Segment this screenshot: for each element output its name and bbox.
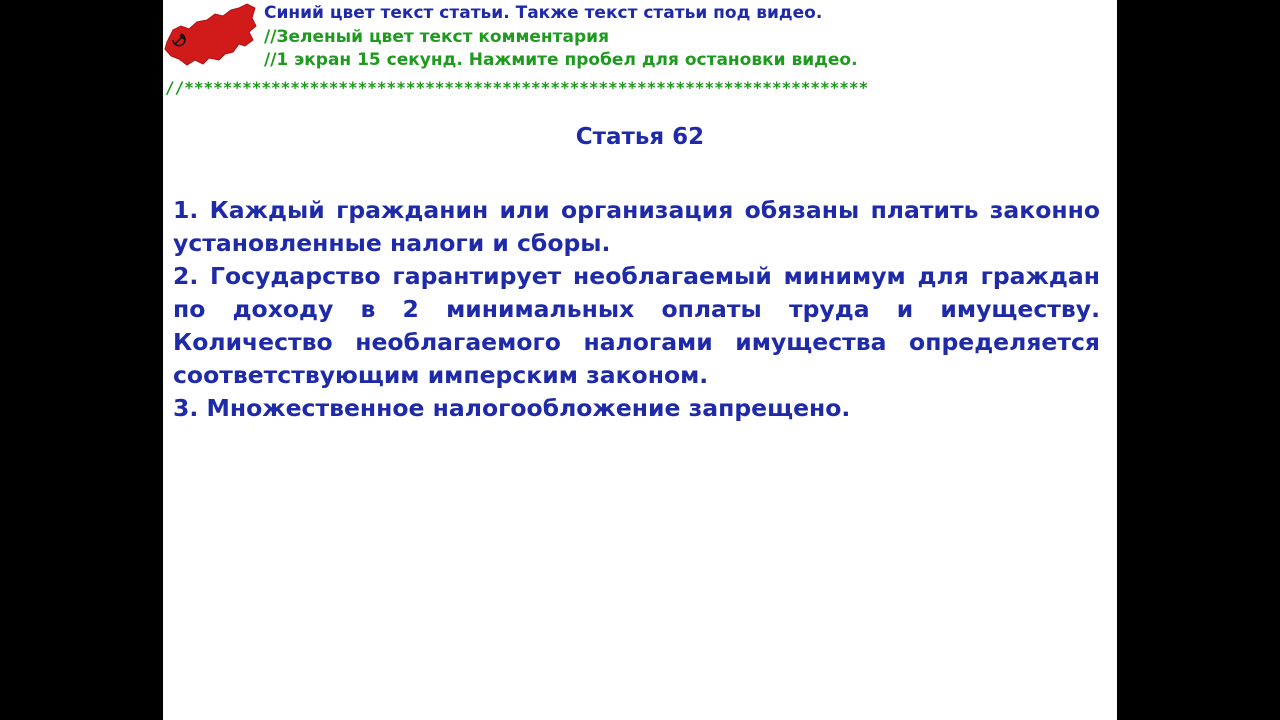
header-comment-color-note: //Зеленый цвет текст комментария xyxy=(264,27,609,47)
article-paragraph-3: 3. Множественное налогообложение запрещено. xyxy=(173,394,851,422)
header-article-color-note: Синий цвет текст статьи. Также текст статьи под видео. xyxy=(264,3,823,23)
article-paragraph-2: 2. Государство гарантирует необлагаемый минимум для граждан по доходу в 2 минимальных оплаты труда и имуществу. Количество необлагаемого налогами имущества определяется соответствующим имперским законом. xyxy=(173,262,1100,389)
article-paragraph-1: 1. Каждый гражданин или организация обязаны платить законно установленные налоги и сборы. xyxy=(173,196,1100,257)
article-body xyxy=(173,194,1100,425)
comment-separator: //*********************************************************************** xyxy=(165,78,869,97)
article-title: Статья 62 xyxy=(575,124,705,150)
ussr-map-logo-icon xyxy=(163,2,258,68)
header-timing-note: //1 экран 15 секунд. Нажмите пробел для остановки видео. xyxy=(264,50,858,70)
video-frame xyxy=(163,0,1117,720)
